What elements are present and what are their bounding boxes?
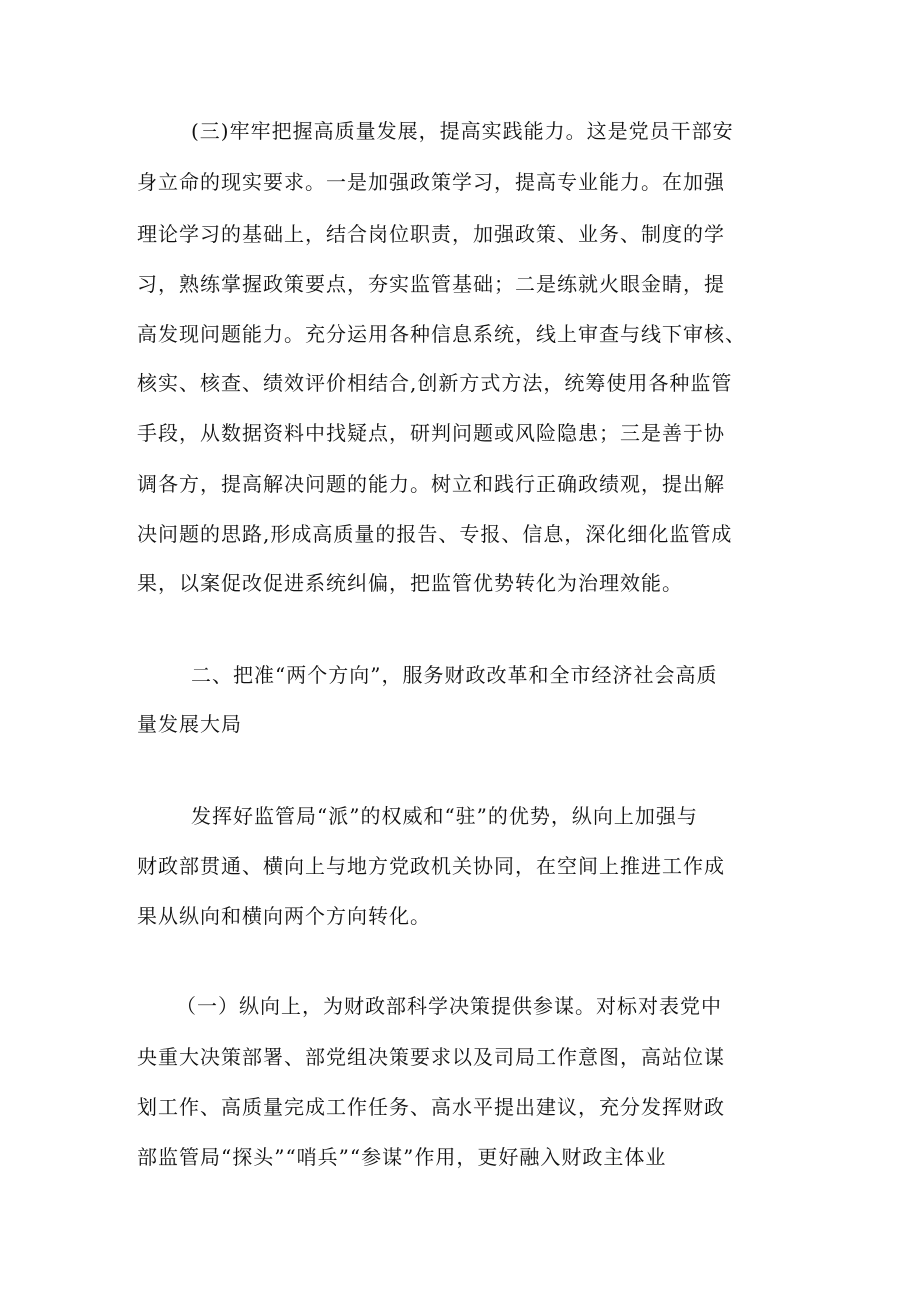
section-heading-continued: 量发展大局 — [137, 712, 242, 736]
text-line: 部监管局“探头”“哨兵”“参谋”作用，更好融入财政主体业 — [137, 1145, 667, 1169]
text-line: 划工作、高质量完成工作任务、高水平提出建议，充分发挥财政 — [137, 1095, 725, 1119]
text-line: 核实、核查、绩效评价相结合,创新方式方法，统筹使用各种监管 — [137, 371, 733, 395]
text-line: 身立命的现实要求。一是加强政策学习，提高专业能力。在加强 — [137, 170, 725, 194]
text-line: 财政部贯通、横向上与地方党政机关协同，在空间上推进工作成 — [137, 854, 725, 878]
section-heading: 二、把准“两个方向”，服务财政改革和全市经济社会高质 — [191, 663, 718, 687]
text-line: 手段，从数据资料中找疑点，研判问题或风险隐患；三是善于协 — [137, 421, 725, 445]
text-line: 理论学习的基础上，结合岗位职责，加强政策、业务、制度的学 — [137, 222, 725, 246]
text-line: 果，以案促改促进系统纠偏，把监管优势转化为治理效能。 — [137, 571, 683, 595]
text-line: 央重大决策部署、部党组决策要求以及司局工作意图，高站位谋 — [137, 1045, 725, 1069]
text-line: 果从纵向和横向两个方向转化。 — [137, 904, 431, 928]
text-line: (三)牢牢把握高质量发展，提高实践能力。这是党员干部安 — [191, 119, 734, 143]
text-line: 发挥好监管局“派”的权威和“驻”的优势，纵向上加强与 — [191, 804, 698, 828]
text-line: 高发现问题能力。充分运用各种信息系统，线上审查与线下审核、 — [137, 322, 746, 346]
text-line: （一）纵向上，为财政部科学决策提供参谋。对标对表党中 — [176, 994, 722, 1018]
text-line: 习，熟练掌握政策要点，夯实监管基础；二是练就火眼金睛，提 — [137, 272, 725, 296]
text-line: 决问题的思路,形成高质量的报告、专报、信息，深化细化监管成 — [137, 522, 733, 546]
text-line: 调各方，提高解决问题的能力。树立和践行正确政绩观，提出解 — [137, 472, 725, 496]
